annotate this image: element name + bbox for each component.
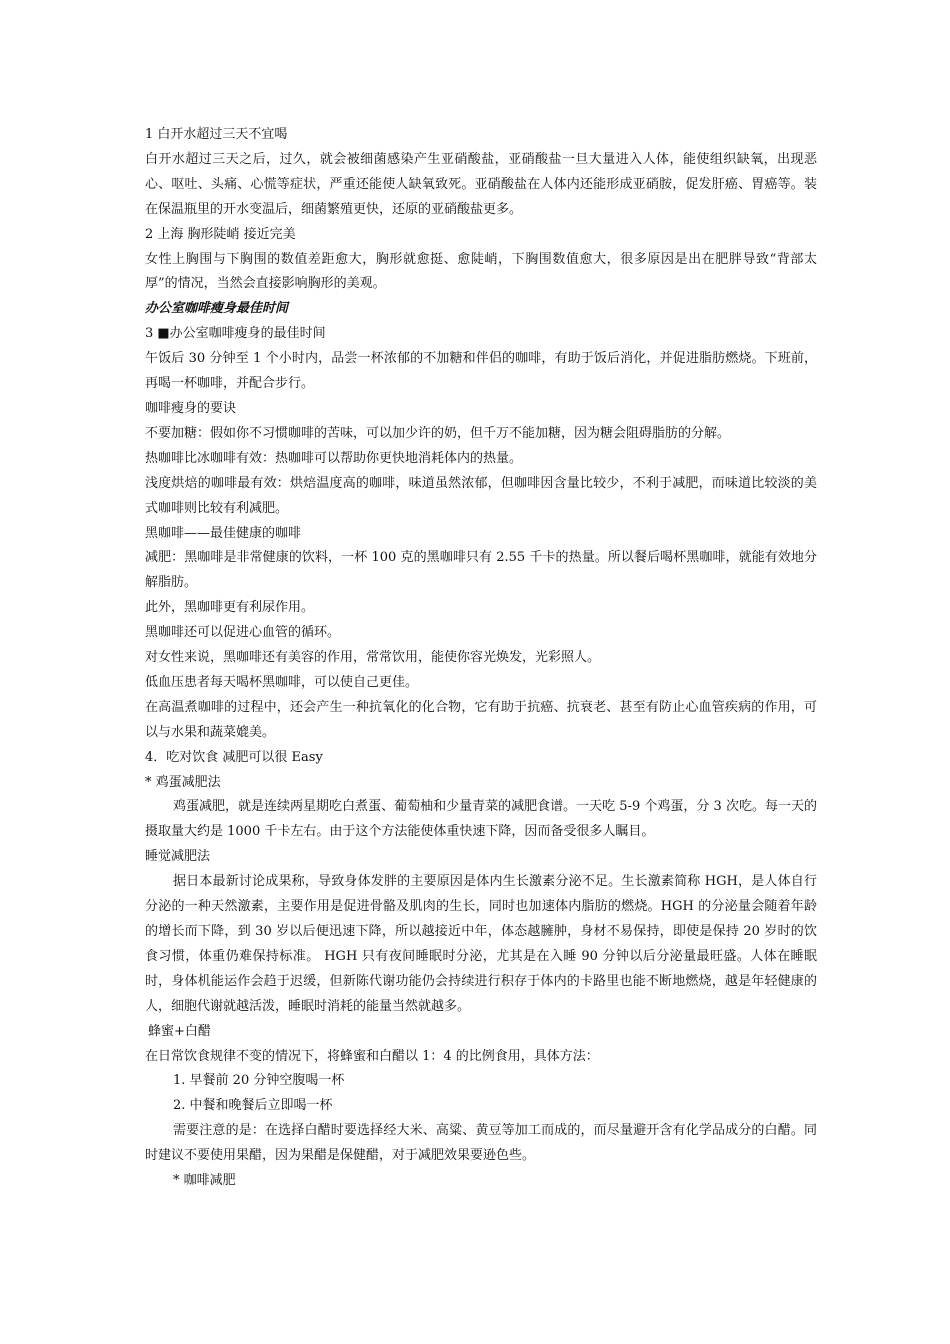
paragraph: 黑咖啡还可以促进心血管的循环。 xyxy=(145,625,341,641)
paragraph: 咖啡瘦身的要诀 xyxy=(145,400,237,416)
paragraph: 2 上海 胸形陡峭 接近完美 xyxy=(145,226,296,242)
paragraph: 对女性来说，黑咖啡还有美容的作用，常常饮用，能使你容光焕发，光彩照人。 xyxy=(145,650,601,666)
paragraph: * 咖啡减肥 xyxy=(173,1173,236,1189)
paragraph: 蜂蜜+白醋 xyxy=(148,1023,211,1039)
paragraph: 不要加糖：假如你不习惯咖啡的苦味，可以加少许的奶，但千万不能加糖，因为糖会阻碍脂肪的分解。 xyxy=(145,425,731,441)
paragraph: 鸡蛋减肥，就是连续两星期吃白煮蛋、葡萄柚和少量青菜的减肥食谱。一天吃 5-9 个鸡蛋，分 3 次吃。每一天的摄取量大约是 1000 千卡左右。由于这个方法能使体重快速下降，因而备受很多人瞩目。 xyxy=(145,799,817,840)
paragraph: 女性上胸围与下胸围的数值差距愈大，胸形就愈挺、愈陡峭，下胸围数值愈大，很多原因是出在肥胖导致“背部太厚”的情况，当然会直接影响胸形的美观。 xyxy=(145,251,817,292)
paragraph: 据日本最新讨论成果称，导致身体发胖的主要原因是体内生长激素分泌不足。生长激素简称 HGH，是人体自行分泌的一种天然激素，主要作用是促进骨骼及肌肉的生长，同时也加速体内脂肪的燃烧。HGH 的分泌量会随着年龄的增长而下降，到 30 岁以后便迅速下降，所以越接近中年，体态越臃肿，身材不易保持，即使是保持 20 岁时的饮食习惯，体重仍难保持标准。 HGH 只有夜间睡眠时分泌，尤其是在入睡 90 分钟以后分泌量最旺盛。人体在睡眠时，身体机能运作会趋于迟缓，但新陈代谢功能仍会持续进行积存于体内的卡路里也能不断地燃烧，越是年轻健康的人，细胞代谢就越活泼，睡眠时消耗的能量当然就越多。 xyxy=(145,874,817,1014)
paragraph: 热咖啡比冰咖啡有效：热咖啡可以帮助你更快地消耗体内的热量。 xyxy=(145,450,523,466)
paragraph: 睡觉减肥法 xyxy=(145,849,211,865)
paragraph: 减肥：黑咖啡是非常健康的饮料，一杯 100 克的黑咖啡只有 2.55 千卡的热量。所以餐后喝杯黑咖啡，就能有效地分解脂肪。 xyxy=(145,550,817,591)
paragraph: 午饭后 30 分钟至 1 个小时内，品尝一杯浓郁的不加糖和伴侣的咖啡，有助于饭后消化，并促进脂肪燃烧。下班前，再喝一杯咖啡，并配合步行。 xyxy=(145,351,817,392)
paragraph: 1. 早餐前 20 分钟空腹喝一杯 xyxy=(173,1073,345,1089)
document-body xyxy=(145,123,817,1194)
paragraph: 低血压患者每天喝杯黑咖啡，可以使自己更佳。 xyxy=(145,674,419,690)
paragraph: * 鸡蛋减肥法 xyxy=(145,774,221,790)
paragraph: 1 白开水超过三天不宜喝 xyxy=(145,127,288,142)
paragraph: 白开水超过三天之后，过久，就会被细菌感染产生亚硝酸盐，亚硝酸盐一旦大量进入人体，能使组织缺氧，出现恶心、呕吐、头痛、心慌等症状，严重还能使人缺氧致死。亚硝酸盐在人体内还能形成亚硝胺，促发肝癌、胃癌等。装在保温瓶里的开水变温后，细菌繁殖更快，还原的亚硝酸盐更多。 xyxy=(145,151,817,217)
paragraph: 4．吃对饮食 减肥可以很 Easy xyxy=(145,749,323,765)
paragraph: 黑咖啡——最佳健康的咖啡 xyxy=(145,525,302,541)
paragraph: 2. 中餐和晚餐后立即喝一杯 xyxy=(173,1098,333,1114)
paragraph: 此外，黑咖啡更有利尿作用。 xyxy=(145,600,315,616)
paragraph: 浅度烘焙的咖啡最有效：烘焙温度高的咖啡，味道虽然浓郁，但咖啡因含量比较少，不利于减肥，而味道比较淡的美式咖啡则比较有利减肥。 xyxy=(145,475,817,516)
paragraph: 在高温煮咖啡的过程中，还会产生一种抗氧化的化合物，它有助于抗癌、抗衰老、甚至有防止心血管疾病的作用，可以与水果和蔬菜媲美。 xyxy=(145,699,817,740)
paragraph: 需要注意的是：在选择白醋时要选择经大米、高粱、黄豆等加工而成的，而尽量避开含有化学品成分的白醋。同时建议不要使用果醋，因为果醋是保健醋，对于减肥效果要逊色些。 xyxy=(145,1123,817,1164)
paragraph: 在日常饮食规律不变的情况下，将蜂蜜和白醋以 1：4 的比例食用，具体方法： xyxy=(145,1048,599,1064)
section-heading: 办公室咖啡瘦身最佳时间 xyxy=(145,301,289,317)
paragraph: 3 ■办公室咖啡瘦身的最佳时间 xyxy=(145,326,326,342)
